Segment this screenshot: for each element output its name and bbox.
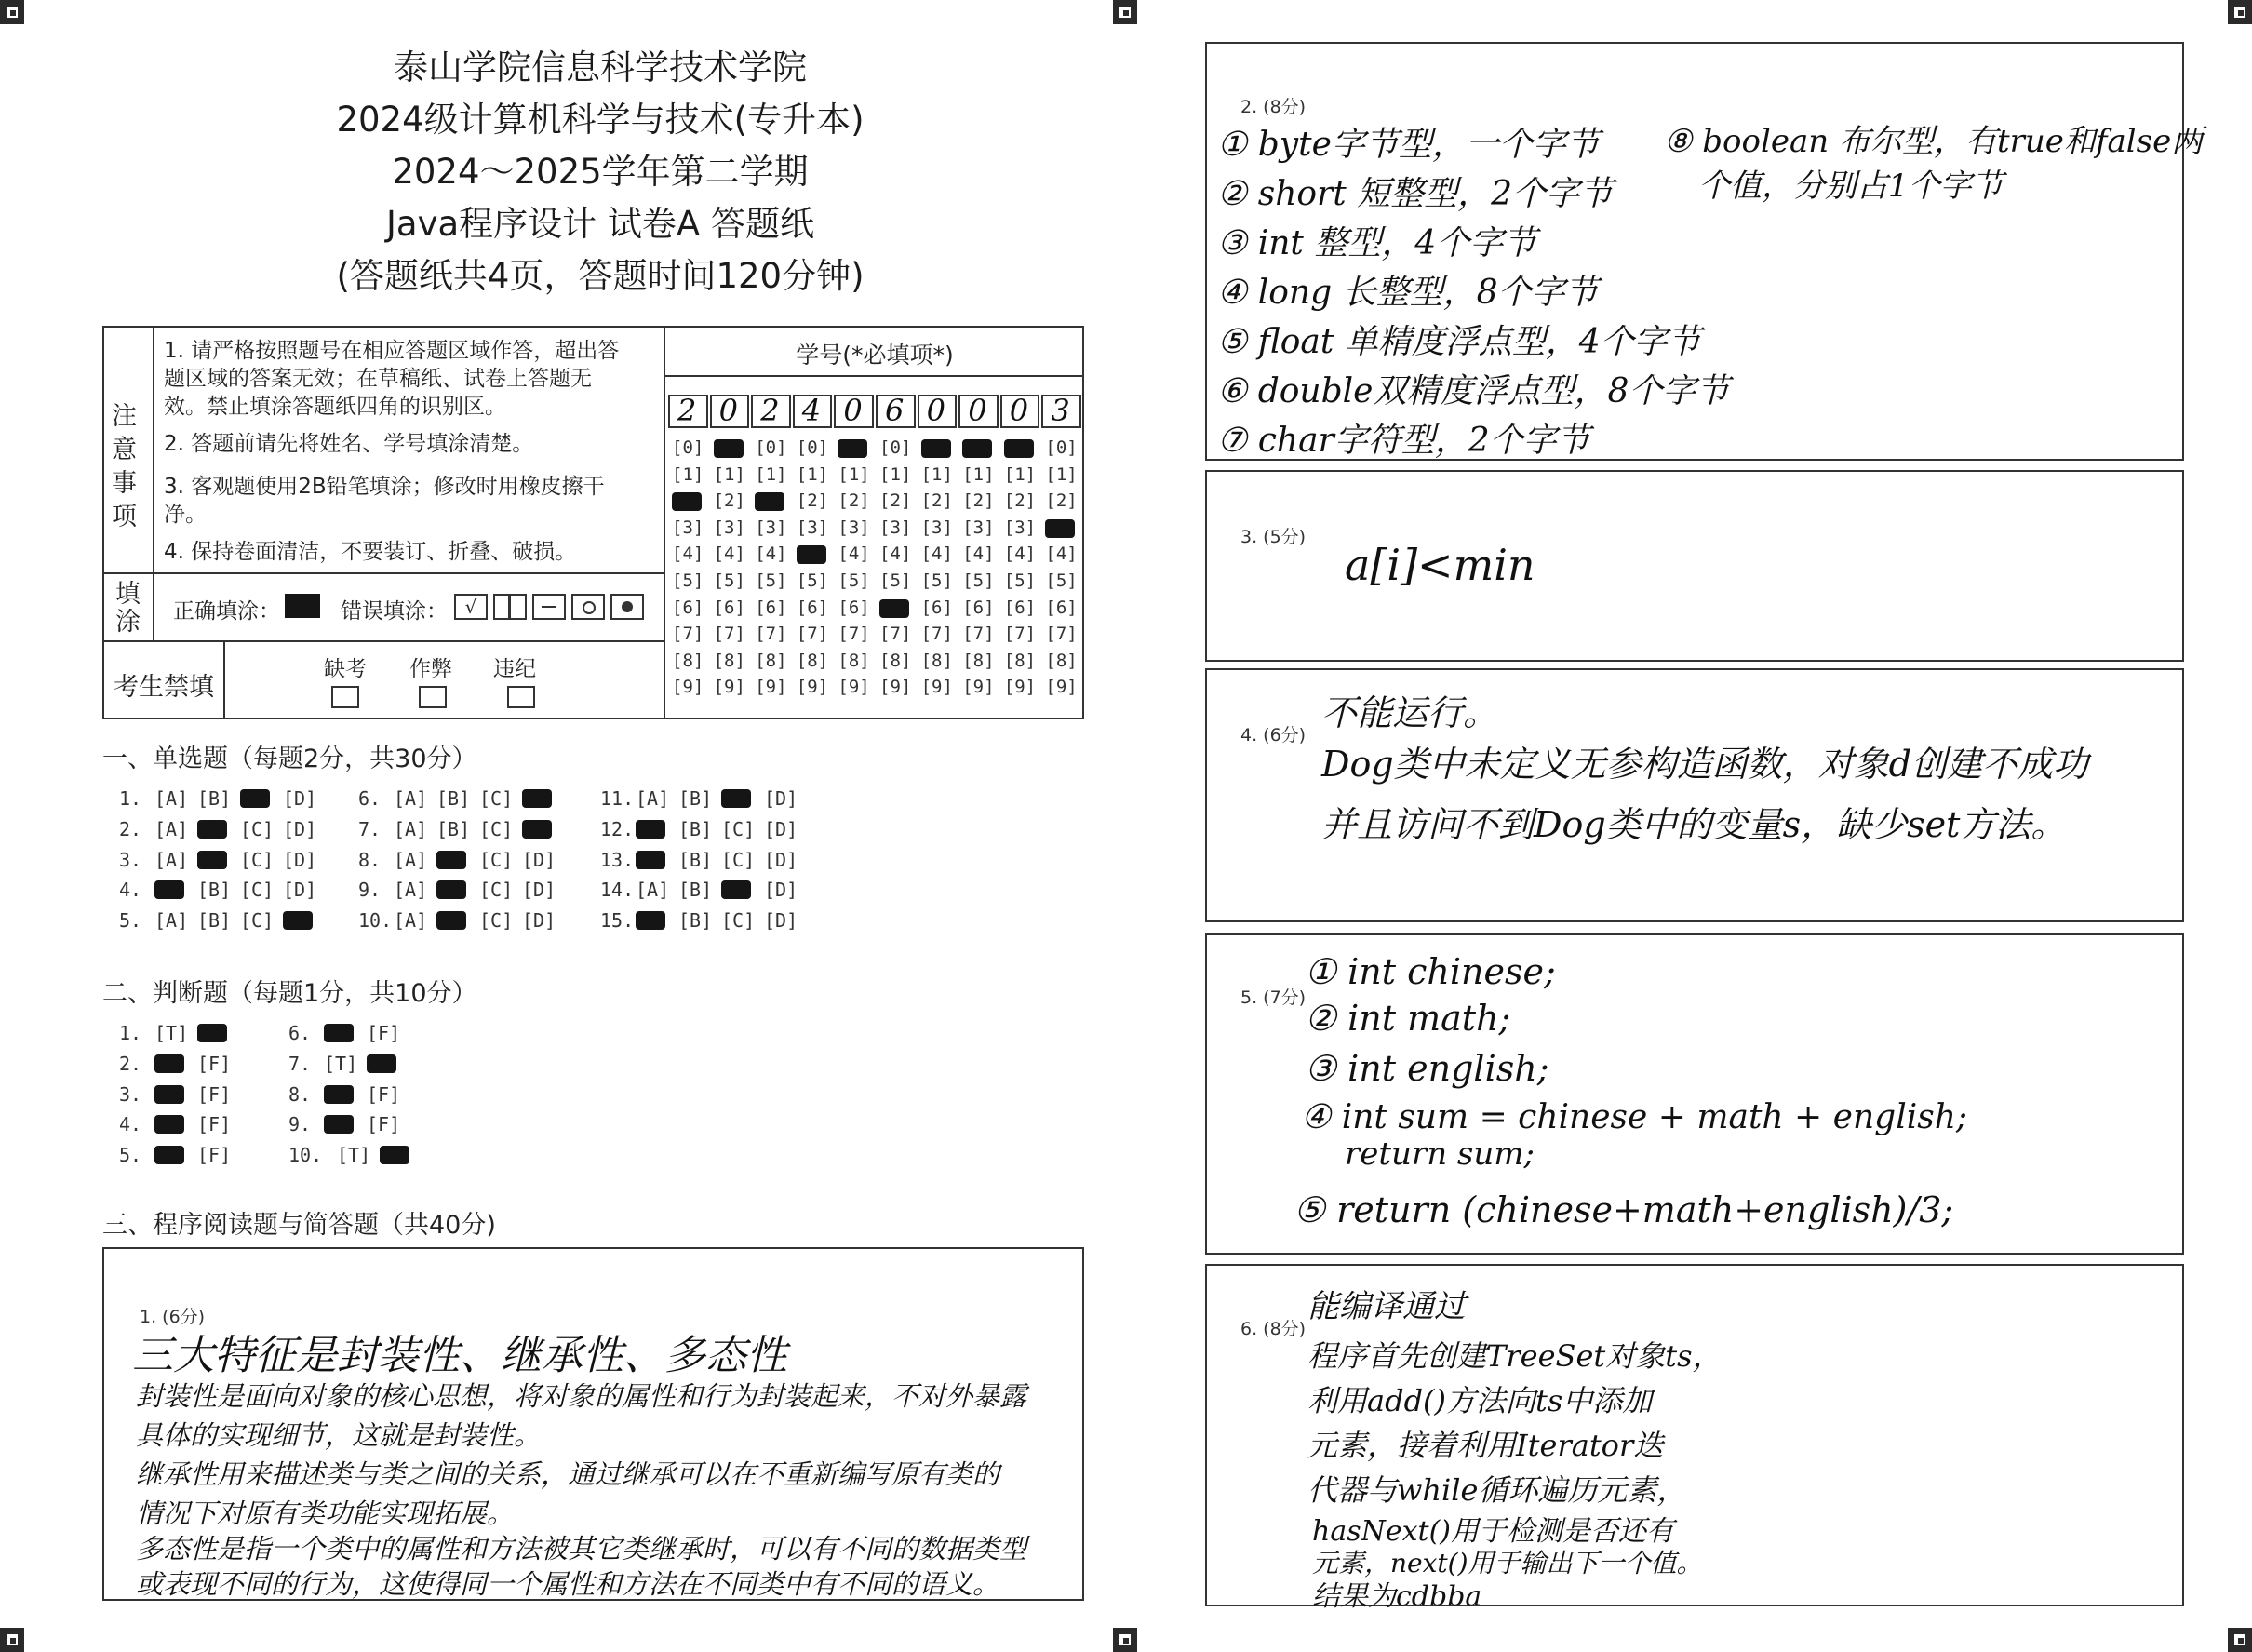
student-id-bubble[interactable]: [6]	[962, 597, 995, 618]
mc-question-number: 2.	[119, 818, 142, 840]
notice-divider-h2	[102, 640, 664, 642]
mc-option[interactable]: [A]	[394, 879, 428, 901]
q5-line4: ④ int sum = chinese + math + english;	[1301, 1098, 1968, 1136]
q1-line6: 多态性是指一个类中的属性和方法被其它类继承时，可以有不同的数据类型	[136, 1533, 1027, 1565]
student-id-bubble[interactable]: [0]	[1045, 437, 1078, 458]
tf-option-filled[interactable]	[367, 1054, 396, 1073]
mc-option[interactable]: [A]	[394, 849, 428, 871]
student-id-digit: 0	[718, 393, 738, 428]
q2-line8: ⑧ boolean 布尔型，有true和false两	[1664, 123, 2204, 160]
student-id-bubble[interactable]: [8]	[672, 650, 704, 671]
corner-mark-bottom-left	[0, 1628, 24, 1652]
mc-option-filled[interactable]	[636, 911, 665, 930]
corner-mark-bottom-right	[2228, 1628, 2252, 1652]
q6-line7: 元素，next()用于输出下一个值。	[1312, 1548, 1703, 1578]
student-id-bubble[interactable]: [9]	[796, 677, 829, 698]
wrong-fill-label: 错误填涂：	[341, 599, 448, 624]
student-id-bubble[interactable]: [8]	[1003, 650, 1037, 671]
notice-label: 注意事项	[112, 402, 137, 531]
mc-option-filled[interactable]	[636, 851, 665, 869]
student-id-bubble[interactable]: [2]	[1003, 490, 1037, 512]
student-id-bubble[interactable]: [2]	[713, 490, 745, 512]
q2-line1: ① byte字节型，一个字节	[1217, 126, 1600, 164]
violation-checkbox[interactable]	[507, 686, 535, 708]
mc-option-filled[interactable]	[636, 820, 665, 839]
mc-option[interactable]: [C]	[240, 909, 275, 932]
mc-option[interactable]: [A]	[394, 909, 428, 932]
mc-option[interactable]: [D]	[283, 787, 317, 810]
mc-option[interactable]: [D]	[764, 787, 798, 810]
student-id-bubble[interactable]: [5]	[755, 571, 787, 591]
mc-option[interactable]: [C]	[240, 849, 275, 871]
student-id-bubble[interactable]: [5]	[1003, 571, 1037, 591]
mc-question-number: 15.	[600, 909, 635, 932]
student-id-bubble[interactable]: [1]	[838, 463, 870, 485]
notice-item-2: 2. 答题前请先将姓名、学号填涂清楚。	[164, 432, 534, 456]
mc-option[interactable]: [B]	[197, 879, 232, 901]
student-id-bubble[interactable]: [7]	[838, 624, 870, 645]
student-id-bubble-filled[interactable]	[714, 439, 744, 458]
tf-option[interactable]: [T]	[154, 1022, 189, 1044]
student-id-bubble[interactable]: [6]	[796, 597, 829, 618]
student-id-bubble[interactable]: [7]	[962, 624, 995, 645]
q5-line2: ② int math;	[1305, 998, 1511, 1039]
mc-option-filled[interactable]	[154, 880, 184, 899]
q1-label: 1. (6分)	[140, 1307, 206, 1327]
student-id-bubble[interactable]: [7]	[920, 624, 953, 645]
exam-note: (答题纸共4页，答题时间120分钟)	[336, 256, 865, 296]
mc-option[interactable]: [C]	[479, 818, 514, 840]
mc-option[interactable]: [B]	[678, 787, 713, 810]
corner-mark-top-right	[2228, 0, 2252, 24]
q2-line4: ④ long 长整型，8个字节	[1217, 274, 1599, 312]
student-id-bubble[interactable]: [7]	[879, 624, 912, 645]
student-id-bubble[interactable]: [7]	[672, 624, 704, 645]
tf-question-number: 2.	[119, 1053, 142, 1075]
q1-line3: 具体的实现细节，这就是封装性。	[136, 1419, 542, 1451]
student-id-bubble[interactable]: [9]	[713, 677, 745, 698]
mc-question-number: 13.	[600, 849, 635, 871]
mc-option[interactable]: [D]	[283, 818, 317, 840]
tf-question-number: 8.	[288, 1083, 312, 1106]
mc-option[interactable]: [D]	[764, 879, 798, 901]
student-id-bubble[interactable]: [3]	[838, 517, 870, 538]
mc-option[interactable]: [D]	[283, 849, 317, 871]
student-id-digit: 6	[885, 393, 905, 428]
mc-option-filled[interactable]	[240, 789, 270, 808]
student-id-bubble[interactable]: [6]	[920, 597, 953, 618]
mc-option[interactable]: [B]	[678, 879, 713, 901]
mc-question-number: 4.	[119, 879, 142, 901]
mc-option[interactable]: [B]	[678, 909, 713, 932]
student-id-bubble[interactable]: [4]	[1045, 544, 1078, 565]
correct-fill-label: 正确填涂：	[173, 599, 280, 624]
notice-item-4: 4. 保持卷面清洁，不要装订、折叠、破损。	[164, 540, 577, 564]
student-id-bubble[interactable]: [3]	[755, 517, 787, 538]
corner-mark-top-left	[0, 0, 24, 24]
student-id-bubble[interactable]: [6]	[755, 597, 787, 618]
tf-option[interactable]: [F]	[197, 1053, 232, 1075]
mc-option-filled[interactable]	[721, 789, 751, 808]
wrong-fill-circle-icon	[571, 594, 605, 620]
student-id-bubble[interactable]: [4]	[962, 544, 995, 565]
q2-line7: ⑦ char字符型，2个字节	[1217, 422, 1590, 460]
mc-option[interactable]: [D]	[522, 909, 556, 932]
student-id-bubble[interactable]: [0]	[879, 437, 912, 458]
student-id-bubble[interactable]: [5]	[713, 571, 745, 591]
q2-line3: ③ int 整型，4个字节	[1217, 224, 1537, 262]
mc-option[interactable]: [B]	[197, 909, 232, 932]
student-id-bubble[interactable]: [9]	[755, 677, 787, 698]
mc-option[interactable]: [B]	[436, 787, 471, 810]
q5-line1: ① int chinese;	[1305, 951, 1556, 992]
student-id-bubble[interactable]: [8]	[1045, 650, 1078, 671]
student-id-bubble[interactable]: [3]	[920, 517, 953, 538]
q2-label: 2. (8分)	[1240, 97, 1307, 117]
student-id-bubble-filled[interactable]	[838, 439, 867, 458]
student-id-bubble-filled[interactable]	[1045, 519, 1075, 538]
tf-option-filled[interactable]	[154, 1085, 184, 1104]
student-id-bubble[interactable]: [0]	[796, 437, 829, 458]
student-id-bubble-filled[interactable]	[755, 492, 784, 511]
student-id-bubble[interactable]: [6]	[1003, 597, 1037, 618]
q6-line1: 能编译通过	[1307, 1288, 1466, 1325]
q6-line4: 元素，接着利用Iterator迭	[1307, 1428, 1664, 1463]
student-id-bubble[interactable]: [4]	[838, 544, 870, 565]
student-id-bubble[interactable]: [9]	[838, 677, 870, 698]
q6-line5: 代器与while循环遍历元素，	[1307, 1472, 1687, 1508]
student-id-bubble[interactable]: [9]	[1003, 677, 1037, 698]
mc-question-number: 3.	[119, 849, 142, 871]
student-id-bubble[interactable]: [1]	[713, 463, 745, 485]
q6-line6: hasNext()用于检测是否还有	[1312, 1515, 1674, 1548]
mc-option-filled[interactable]	[283, 911, 313, 930]
student-id-bubble[interactable]: [2]	[838, 490, 870, 512]
q5-line3: ③ int english;	[1305, 1048, 1549, 1089]
student-id-bubble[interactable]: [4]	[755, 544, 787, 565]
corner-mark-top-center	[1113, 0, 1137, 24]
tf-question-number: 1.	[119, 1022, 142, 1044]
mc-option-filled[interactable]	[197, 820, 227, 839]
mc-option-filled[interactable]	[436, 911, 466, 930]
q6-label: 6. (8分)	[1240, 1319, 1307, 1339]
tf-option-filled[interactable]	[154, 1146, 184, 1164]
violation-label: 违纪	[493, 657, 536, 681]
student-id-bubble-filled[interactable]	[797, 545, 826, 564]
student-id-bubble[interactable]: [0]	[672, 437, 704, 458]
mc-option[interactable]: [C]	[721, 909, 756, 932]
mc-question-number: 6.	[358, 787, 382, 810]
mc-option[interactable]: [D]	[764, 818, 798, 840]
tf-question-number: 5.	[119, 1144, 142, 1166]
section3-title: 三、程序阅读题与简答题（共40分)	[102, 1211, 496, 1240]
mc-question-number: 10.	[358, 909, 393, 932]
q2-line2: ② short 短整型，2个字节	[1217, 175, 1614, 213]
student-id-bubble[interactable]: [1]	[920, 463, 953, 485]
q1-line4: 继承性用来描述类与类之间的关系，通过继承可以在不重新编写原有类的	[136, 1458, 1000, 1490]
q3-label: 3. (5分)	[1240, 527, 1307, 547]
q5-label: 5. (7分)	[1240, 987, 1307, 1008]
student-id-bubble[interactable]: [1]	[1045, 463, 1078, 485]
q4-line2: Dog类中未定义无参构造函数，对象d创建不成功	[1321, 744, 2088, 785]
student-id-digit: 2	[677, 393, 697, 428]
student-id-bubble[interactable]: [6]	[838, 597, 870, 618]
notice-item-3: 3. 客观题使用2B铅笔填涂；修改时用橡皮擦干净。	[164, 475, 605, 527]
mc-question-number: 5.	[119, 909, 142, 932]
mc-option-filled[interactable]	[522, 789, 552, 808]
notice-divider-main	[664, 326, 665, 719]
mc-option[interactable]: [C]	[721, 849, 756, 871]
student-id-bubble[interactable]: [8]	[962, 650, 995, 671]
mc-option[interactable]: [C]	[240, 818, 275, 840]
mc-option[interactable]: [C]	[479, 879, 514, 901]
student-id-bubble[interactable]: [1]	[962, 463, 995, 485]
student-id-bubble[interactable]: [4]	[713, 544, 745, 565]
tf-option[interactable]: [F]	[367, 1083, 401, 1106]
student-id-bubble-filled[interactable]	[921, 439, 951, 458]
tf-question-number: 6.	[288, 1022, 312, 1044]
forbid-divider-v	[223, 640, 225, 719]
student-id-bubble[interactable]: [5]	[1045, 571, 1078, 591]
student-id-bubble[interactable]: [8]	[713, 650, 745, 671]
student-id-bubble[interactable]: [5]	[962, 571, 995, 591]
student-id-bubble[interactable]: [2]	[920, 490, 953, 512]
student-id-digit: 2	[760, 393, 780, 428]
mc-option[interactable]: [B]	[436, 818, 471, 840]
student-id-bubble[interactable]: [5]	[920, 571, 953, 591]
tf-option-filled[interactable]	[197, 1024, 227, 1042]
mc-option[interactable]: [A]	[394, 787, 428, 810]
student-id-bubble[interactable]: [1]	[1003, 463, 1037, 485]
mc-option-filled[interactable]	[522, 820, 552, 839]
mc-option[interactable]: [D]	[764, 849, 798, 871]
tf-option[interactable]: [T]	[337, 1144, 371, 1166]
mc-question-number: 8.	[358, 849, 382, 871]
student-id-bubble[interactable]: [9]	[1045, 677, 1078, 698]
student-id-bubble[interactable]: [3]	[672, 517, 704, 538]
student-id-title: 学号(*必填项*)	[796, 342, 954, 369]
wrong-fill-dash-icon	[532, 594, 566, 620]
section1-title: 一、单选题（每题2分，共30分）	[102, 745, 477, 773]
q6-line8: 结果为cdbba	[1312, 1580, 1482, 1613]
student-id-bubble[interactable]: [3]	[962, 517, 995, 538]
mc-option[interactable]: [D]	[522, 849, 556, 871]
student-id-bubble[interactable]: [6]	[672, 597, 704, 618]
mc-option[interactable]: [C]	[240, 879, 275, 901]
notice-divider-v	[153, 326, 154, 572]
student-id-digit: 0	[1009, 393, 1029, 428]
exam-title: Java程序设计 试卷A 答题纸	[386, 204, 814, 244]
q6-line3: 利用add()方法向ts中添加	[1307, 1383, 1653, 1418]
mc-option[interactable]: [B]	[197, 787, 232, 810]
student-id-bubble-filled[interactable]	[672, 492, 702, 511]
student-id-bubble[interactable]: [7]	[1045, 624, 1078, 645]
mc-question-number: 7.	[358, 818, 382, 840]
tf-question-number: 7.	[288, 1053, 312, 1075]
mc-question-number: 1.	[119, 787, 142, 810]
q1-line1: 三大特征是封装性、继承性、多态性	[132, 1332, 787, 1379]
student-id-bubble[interactable]: [2]	[796, 490, 829, 512]
student-id-bubble[interactable]: [1]	[879, 463, 912, 485]
student-id-bubble[interactable]: [4]	[1003, 544, 1037, 565]
mc-option[interactable]: [D]	[522, 879, 556, 901]
mc-question-number: 14.	[600, 879, 635, 901]
student-id-bubble[interactable]: [1]	[796, 463, 829, 485]
term-title: 2024～2025学年第二学期	[392, 152, 809, 192]
tf-question-number: 3.	[119, 1083, 142, 1106]
mc-option[interactable]: [A]	[394, 818, 428, 840]
student-id-bubble[interactable]: [5]	[838, 571, 870, 591]
student-id-bubble[interactable]: [7]	[713, 624, 745, 645]
student-id-bubble-filled[interactable]	[879, 599, 909, 618]
tf-question-number: 9.	[288, 1113, 312, 1135]
wrong-fill-bar-icon	[493, 594, 527, 620]
mc-question-number: 12.	[600, 818, 635, 840]
tf-option[interactable]: [F]	[197, 1144, 232, 1166]
student-id-bubble[interactable]: [6]	[1045, 597, 1078, 618]
student-id-bubble[interactable]: [2]	[1045, 490, 1078, 512]
notice-item-1: 1. 请严格按照题号在相应答题区域作答，超出答题区域的答案无效；在草稿纸、试卷上答题无效。禁止填涂答题纸四角的识别区。	[164, 339, 620, 419]
mc-option-filled[interactable]	[197, 851, 227, 869]
student-id-bubble-filled[interactable]	[962, 439, 992, 458]
tf-option-filled[interactable]	[154, 1054, 184, 1073]
class-title: 2024级计算机科学与技术(专升本)	[336, 100, 865, 140]
tf-option[interactable]: [F]	[197, 1083, 232, 1106]
student-id-bubble-filled[interactable]	[1004, 439, 1034, 458]
mc-question-number: 9.	[358, 879, 382, 901]
student-id-bubble[interactable]: [1]	[672, 463, 704, 485]
student-id-bubble[interactable]: [3]	[796, 517, 829, 538]
mc-option[interactable]: [D]	[764, 909, 798, 932]
q4-line1: 不能运行。	[1321, 692, 1499, 733]
student-id-bubble[interactable]: [3]	[1003, 517, 1037, 538]
student-id-bubble[interactable]: [4]	[879, 544, 912, 565]
mc-option[interactable]: [C]	[479, 787, 514, 810]
q4-label: 4. (6分)	[1240, 725, 1307, 745]
student-id-bubble[interactable]: [8]	[879, 650, 912, 671]
student-id-bubble[interactable]: [7]	[796, 624, 829, 645]
absent-label: 缺考	[324, 657, 367, 681]
student-id-title-underline	[665, 375, 1084, 377]
student-id-bubble[interactable]: [2]	[879, 490, 912, 512]
mc-option[interactable]: [D]	[283, 879, 317, 901]
student-id-digit: 0	[926, 393, 945, 428]
student-id-bubble[interactable]: [2]	[962, 490, 995, 512]
tf-option[interactable]: [F]	[197, 1113, 232, 1135]
mc-option-filled[interactable]	[721, 880, 751, 899]
q3-line1: a[i]<min	[1345, 540, 1535, 590]
mc-option[interactable]: [A]	[154, 909, 189, 932]
q2-line9: 个值，分别占1个字节	[1698, 168, 2004, 205]
section2-title: 二、判断题（每题1分，共10分）	[102, 979, 477, 1008]
student-id-bubble[interactable]: [8]	[755, 650, 787, 671]
student-id-digit: 3	[1051, 393, 1070, 428]
corner-mark-bottom-center	[1113, 1628, 1137, 1652]
q5-line6: ⑤ return (chinese+math+english)/3;	[1294, 1189, 1954, 1230]
student-id-bubble[interactable]: [9]	[920, 677, 953, 698]
q6-line2: 程序首先创建TreeSet对象ts，	[1307, 1338, 1723, 1374]
cheat-checkbox[interactable]	[419, 686, 447, 708]
student-id-bubble[interactable]: [9]	[962, 677, 995, 698]
student-id-bubble[interactable]: [7]	[755, 624, 787, 645]
student-id-digit: 4	[801, 393, 822, 428]
mc-option-filled[interactable]	[436, 880, 466, 899]
student-id-bubble[interactable]: [0]	[755, 437, 787, 458]
tf-question-number: 10.	[288, 1144, 323, 1166]
mc-option[interactable]: [A]	[636, 879, 670, 901]
student-id-bubble[interactable]: [5]	[796, 571, 829, 591]
mc-question-number: 11.	[600, 787, 635, 810]
tf-option[interactable]: [F]	[367, 1113, 401, 1135]
wrong-fill-check-icon: √	[454, 594, 488, 620]
student-id-bubble[interactable]: [8]	[838, 650, 870, 671]
q2-line5: ⑤ float 单精度浮点型，4个字节	[1217, 323, 1701, 361]
student-id-bubble[interactable]: [3]	[713, 517, 745, 538]
tf-option-filled[interactable]	[324, 1024, 354, 1042]
q1-line2: 封装性是面向对象的核心思想，将对象的属性和行为封装起来，不对外暴露	[136, 1380, 1027, 1412]
mc-option[interactable]: [A]	[154, 849, 189, 871]
student-id-bubble[interactable]: [9]	[879, 677, 912, 698]
tf-option-filled[interactable]	[324, 1115, 354, 1134]
student-id-bubble[interactable]: [4]	[920, 544, 953, 565]
student-id-bubble[interactable]: [1]	[755, 463, 787, 485]
fill-divider-v	[153, 572, 154, 640]
q5-line5: return sum;	[1345, 1135, 1535, 1173]
tf-option-filled[interactable]	[324, 1085, 354, 1104]
q1-line7: 或表现不同的行为，这使得同一个属性和方法在不同类中有不同的语义。	[136, 1568, 1000, 1600]
student-id-bubble[interactable]: [8]	[920, 650, 953, 671]
student-id-bubble[interactable]: [8]	[796, 650, 829, 671]
mc-option[interactable]: [A]	[636, 787, 670, 810]
wrong-fill-dot-icon	[610, 594, 644, 620]
absent-checkbox[interactable]	[331, 686, 359, 708]
tf-option[interactable]: [T]	[324, 1053, 358, 1075]
school-title: 泰山学院信息科学技术学院	[394, 47, 807, 87]
tf-option-filled[interactable]	[154, 1115, 184, 1134]
tf-option-filled[interactable]	[380, 1146, 409, 1164]
mc-option[interactable]: [C]	[721, 818, 756, 840]
forbid-label: 考生禁填	[114, 673, 214, 702]
tf-option[interactable]: [F]	[367, 1022, 401, 1044]
student-id-bubble[interactable]: [3]	[879, 517, 912, 538]
student-id-bubble[interactable]: [5]	[879, 571, 912, 591]
mc-option[interactable]: [C]	[479, 849, 514, 871]
mc-option[interactable]: [C]	[479, 909, 514, 932]
mc-option-filled[interactable]	[436, 851, 466, 869]
q4-line3: 并且访问不到Dog类中的变量s，缺少set方法。	[1321, 804, 2067, 845]
student-id-digit: 0	[968, 393, 987, 428]
student-id-bubble[interactable]: [4]	[672, 544, 704, 565]
student-id-bubble[interactable]: [6]	[713, 597, 745, 618]
tf-question-number: 4.	[119, 1113, 142, 1135]
mc-option[interactable]: [B]	[678, 849, 713, 871]
student-id-bubble[interactable]: [7]	[1003, 624, 1037, 645]
student-id-bubble[interactable]: [5]	[672, 571, 704, 591]
student-id-digit: 0	[843, 393, 863, 428]
fill-label: 填涂	[115, 580, 141, 637]
q2-line6: ⑥ double双精度浮点型，8个字节	[1217, 372, 1730, 410]
notice-divider-h1	[102, 572, 664, 574]
correct-fill-sample	[285, 594, 320, 618]
mc-option[interactable]: [B]	[678, 818, 713, 840]
student-id-bubble[interactable]: [9]	[672, 677, 704, 698]
mc-option[interactable]: [A]	[154, 818, 189, 840]
q1-line5: 情况下对原有类功能实现拓展。	[136, 1498, 515, 1529]
mc-option[interactable]: [A]	[154, 787, 189, 810]
cheat-label: 作弊	[409, 657, 452, 681]
